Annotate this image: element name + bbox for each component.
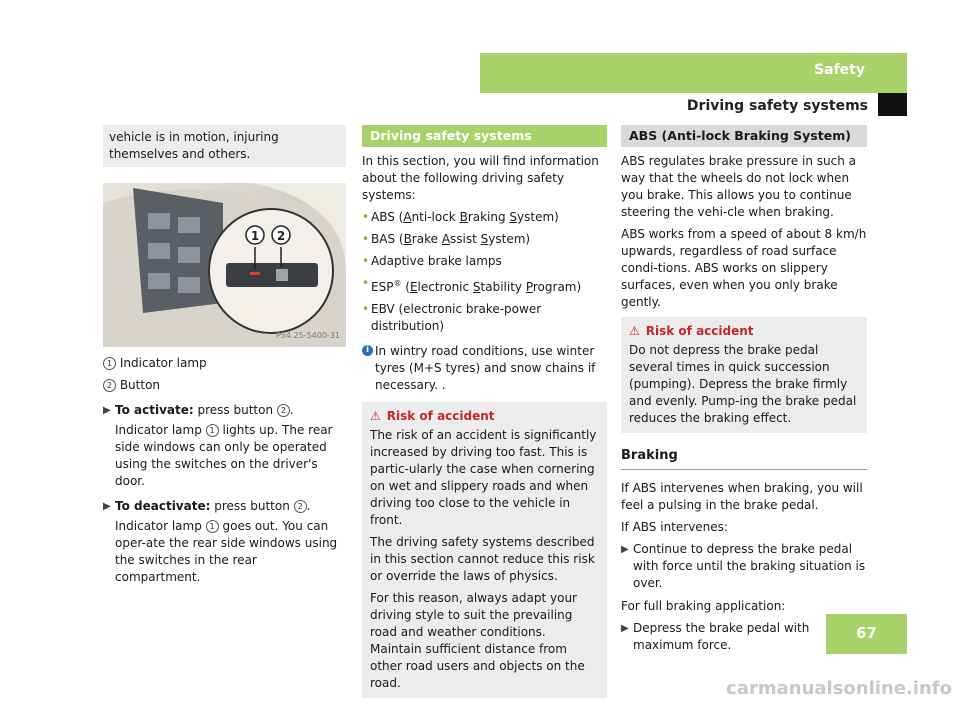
abs-warning-heading	[629, 323, 859, 340]
bullet-icon: •	[362, 210, 370, 224]
abs-e: raking	[467, 210, 510, 224]
legend	[103, 355, 346, 394]
deactivate-step	[103, 498, 346, 515]
warning-icon: ⚠	[629, 324, 640, 338]
bullet-icon: •	[362, 232, 370, 246]
legend-num-2: 2	[103, 379, 116, 392]
arrow-icon: ▶	[103, 405, 111, 416]
activate-num: 2	[277, 404, 290, 417]
list-item	[362, 209, 607, 226]
legend-text-2: Button	[119, 378, 161, 392]
braking-p1: If ABS intervenes when braking, you will feel a pulsing in the brake pedal.	[621, 481, 863, 512]
braking-step-2-text: Depress the brake pedal with maximum force.	[633, 621, 810, 652]
esp-c: E	[409, 280, 418, 294]
activate-desc-pre: Indicator lamp	[115, 423, 202, 437]
deactivate-num: 2	[294, 500, 307, 513]
column-2	[362, 125, 607, 698]
abs-d: B	[459, 210, 468, 224]
esp-g: P	[525, 280, 533, 294]
adaptive-text: Adaptive brake lamps	[371, 254, 502, 268]
abs-f: S	[509, 210, 518, 224]
abs-warning-box	[621, 317, 867, 433]
section-tab-label: Safety	[814, 62, 865, 78]
abs-warning-title: Risk of accident	[645, 324, 754, 338]
page-number-box	[826, 614, 907, 654]
switch-panel-illustration	[103, 183, 346, 347]
abs-a: ABS (	[371, 210, 404, 224]
watermark: carmanualsonline.info	[726, 678, 952, 699]
page-title: Driving safety systems	[686, 98, 868, 114]
bullet-icon: •	[362, 276, 370, 290]
deactivate-desc-pre: Indicator lamp	[115, 519, 202, 533]
arrow-icon: ▶	[621, 623, 629, 634]
activate-text: press button	[197, 403, 274, 417]
arrow-icon: ▶	[103, 501, 111, 512]
info-icon: i	[362, 345, 373, 356]
arrow-icon: ▶	[621, 544, 629, 555]
deactivate-desc-post: goes out. You can oper-ate the rear side windows using the switches in the rear compartment.	[115, 519, 338, 584]
activate-label: To activate:	[115, 403, 194, 417]
bullet-icon: •	[362, 302, 370, 316]
column-3	[621, 125, 867, 657]
legend-num-1: 1	[103, 357, 116, 370]
deactivate-text: press button	[214, 499, 290, 513]
braking-step-1	[621, 541, 867, 592]
list-item	[362, 253, 607, 270]
warning-p1: The risk of an accident is significantly increased by driving too fast. This is partic-ularly the case when cornering on wet and slippery roads and when driving too close to the vehicle in front.	[370, 428, 597, 527]
bas-e: ssist	[450, 232, 481, 246]
abs-g: ystem)	[517, 210, 559, 224]
warning-box	[362, 402, 607, 698]
activate-desc-post: lights up. The rear side windows can only be operated using the switches on the driver's door.	[115, 423, 333, 488]
deactivate-punct: .	[306, 499, 311, 513]
warning-heading	[370, 408, 599, 425]
bas-c: rake	[411, 232, 442, 246]
activate-step	[103, 402, 346, 419]
legend-item	[103, 377, 346, 394]
esp-e: S	[472, 280, 481, 294]
abs-b: A	[403, 210, 412, 224]
braking-p2: If ABS intervenes:	[621, 520, 728, 534]
warning-p3: For this reason, always adapt your driving style to suit the prevailing road and weather conditions. Maintain sufficient distance from other road users and objects on the road.	[370, 591, 585, 690]
callout-2: 2	[276, 229, 286, 243]
bas-b: B	[403, 232, 412, 246]
bas-f: S	[480, 232, 489, 246]
header-marker	[878, 93, 907, 116]
registered-mark: ®	[393, 279, 402, 288]
braking-step-1-text: Continue to depress the brake pedal with force until the braking situation is over.	[633, 542, 866, 590]
continued-warning-text: vehicle is in motion, injuring themselves and others.	[109, 130, 279, 161]
info-note	[362, 343, 607, 394]
section-tab	[480, 53, 907, 93]
braking-heading: Braking	[621, 447, 867, 470]
list-item	[362, 231, 607, 248]
abs-heading: ABS (Anti-lock Braking System)	[621, 125, 867, 147]
switch-panel-photo	[103, 183, 346, 347]
intro-text: In this section, you will find information about the following driving safety systems:	[362, 154, 599, 202]
abs-warning-text: Do not depress the brake pedal several times in quick succession (pumping). Depress the brake firmly and evenly. Pump-ing the brake pedal reduces the braking effect.	[629, 343, 857, 425]
activate-punct: .	[289, 403, 294, 417]
legend-text-1: Indicator lamp	[119, 356, 207, 370]
esp-a: ESP	[371, 280, 394, 294]
legend-item	[103, 355, 346, 372]
abs-c: nti-lock	[411, 210, 460, 224]
abs-p2: ABS works from a speed of about 8 km/h upwards, regardless of road surface condi-tions. ABS works on slippery surfaces, even when you only brake gently.	[621, 227, 867, 309]
bas-d: A	[441, 232, 451, 246]
column-1	[103, 125, 346, 586]
warning-p2: The driving safety systems described in this section cannot reduce this risk or override the laws of physics.	[370, 535, 595, 583]
esp-b: (	[401, 280, 410, 294]
bas-g: ystem)	[488, 232, 531, 246]
esp-d: lectronic	[417, 280, 473, 294]
warning-title: Risk of accident	[386, 409, 495, 423]
section-heading: Driving safety systems	[362, 125, 607, 147]
deactivate-desc	[103, 518, 346, 586]
warning-icon: ⚠	[370, 409, 381, 423]
activate-desc	[103, 422, 346, 490]
page-number: 67	[856, 624, 877, 642]
braking-p3: For full braking application:	[621, 599, 786, 613]
continued-warning-box	[103, 125, 346, 167]
callout-1: 1	[250, 229, 260, 243]
bullet-icon: •	[362, 254, 370, 268]
ebv-text: EBV (electronic brake-power distribution)	[371, 302, 542, 333]
abs-p1: ABS regulates brake pressure in such a way that the wheels do not lock when you brake. This allows you to continue steering the vehi-cle when braking.	[621, 154, 857, 219]
deactivate-label: To deactivate:	[115, 499, 211, 513]
bas-a: BAS (	[371, 232, 404, 246]
esp-h: rogram)	[532, 280, 582, 294]
list-item	[362, 301, 607, 335]
list-item	[362, 275, 607, 296]
deactivate-desc-num: 1	[206, 520, 219, 533]
info-text: In wintry road conditions, use winter tyres (M+S tyres) and snow chains if necessary. .	[375, 344, 596, 392]
photo-reference: P54.25-5400-31	[275, 331, 340, 340]
activate-desc-num: 1	[206, 424, 219, 437]
esp-f: tability	[480, 280, 526, 294]
